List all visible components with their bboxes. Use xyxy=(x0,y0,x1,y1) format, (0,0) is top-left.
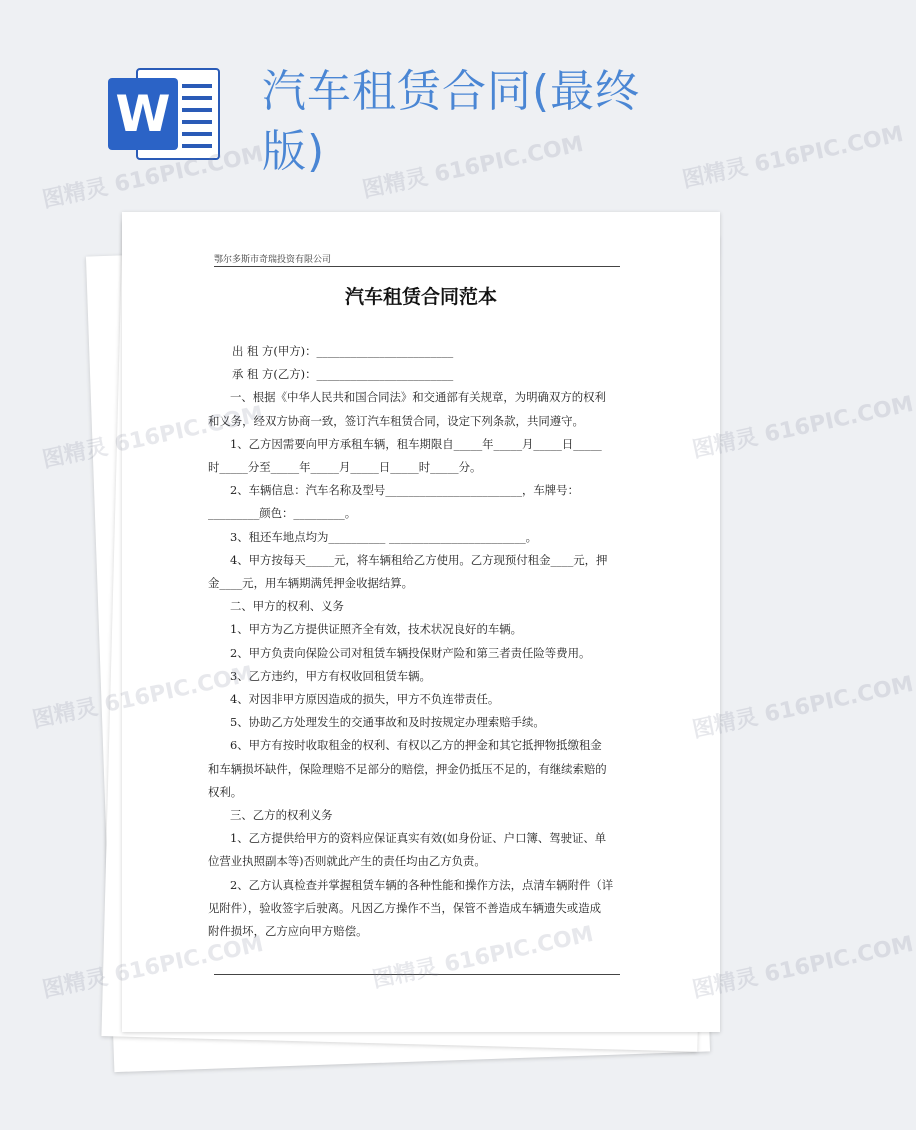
body-line: _________颜色：_________。 xyxy=(208,506,357,521)
body-line: 金____元，用车辆期满凭押金收据结算。 xyxy=(208,576,414,591)
document-body xyxy=(208,340,628,943)
body-line: 5、协助乙方处理发生的交通事故和及时按规定办理索赔手续。 xyxy=(230,715,545,730)
body-line: 1、乙方提供给甲方的资料应保证真实有效(如身份证、户口簿、驾驶证、单 xyxy=(230,831,607,846)
document-page xyxy=(122,212,720,1032)
watermark: 图精灵 xyxy=(40,964,111,1004)
body-line: 和车辆损坏缺件，保险理赔不足部分的赔偿，押金仍抵压不足的，有继续索赔的 xyxy=(208,761,607,776)
body-line: 和义务，经双方协商一致，签订汽车租赁合同，设定下列条款，共同遵守。 xyxy=(208,413,584,428)
watermark: 图精灵 616PIC.COM xyxy=(690,931,916,1004)
body-line: 4、甲方按每天_____元，将车辆租给乙方使用。乙方现预付租金____元，押 xyxy=(230,552,608,567)
body-line: 2、乙方认真检查并掌握租赁车辆的各种性能和操作方法，点清车辆附件（详 xyxy=(230,877,614,892)
body-line: 3、租还车地点均为__________ ________________________。 xyxy=(230,529,538,544)
watermark: 图精灵 616PIC.COM xyxy=(40,141,266,214)
body-line: 位营业执照副本等)否则就此产生的责任均由乙方负责。 xyxy=(208,854,486,869)
body-line: 2、车辆信息：汽车名称及型号________________________，车牌号： xyxy=(230,483,579,498)
body-line: 承 租 方(乙方)：________________________ xyxy=(232,367,454,382)
banner-title: 汽车租赁合同(最终版) xyxy=(262,66,641,177)
body-line: 二、甲方的权利、义务 xyxy=(230,599,344,614)
body-line: 权利。 xyxy=(208,784,243,799)
body-line: 见附件），验收签字后驶离。凡因乙方操作不当，保管不善造成车辆遗失或造成 xyxy=(208,900,601,915)
watermark: 图精灵 616PIC.COM xyxy=(680,121,906,194)
watermark: 图精灵 616PIC.COM xyxy=(690,671,916,744)
body-line: 1、乙方因需要向甲方承租车辆，租车期限自_____年_____月_____日_____ xyxy=(230,436,602,451)
body-line: 一、根据《中华人民共和国合同法》和交通部有关规章，为明确双方的权利 xyxy=(230,390,606,405)
body-line: 4、对因非甲方原因造成的损失，甲方不负连带责任。 xyxy=(230,692,500,707)
footer-rule xyxy=(214,974,620,975)
body-line: 1、甲方为乙方提供证照齐全有效，技术状况良好的车辆。 xyxy=(230,622,523,637)
watermark: 图精灵 xyxy=(40,434,111,474)
watermark: 图精灵 xyxy=(30,694,101,734)
document-title: 汽车租赁合同范本 xyxy=(344,286,497,308)
watermark: 图精灵 616PIC.COM xyxy=(360,131,586,204)
body-line: 出 租 方(甲方)：________________________ xyxy=(232,344,454,358)
body-line: 三、乙方的权利义务 xyxy=(230,808,333,823)
body-line: 附件损坏，乙方应向甲方赔偿。 xyxy=(208,924,368,939)
body-line: 3、乙方违约，甲方有权收回租赁车辆。 xyxy=(230,668,431,683)
body-line: 6、甲方有按时收取租金的权利、有权以乙方的押金和其它抵押物抵缴租金 xyxy=(230,738,602,753)
header-company: 鄂尔多斯市奇瑞投资有限公司 xyxy=(214,255,332,265)
header-rule xyxy=(214,266,620,267)
body-line: 时_____分至_____年_____月_____日_____时_____分。 xyxy=(208,460,482,475)
watermark: 图精灵 616PIC.COM xyxy=(690,391,916,464)
word-letter-badge: W xyxy=(108,78,178,150)
word-app-icon xyxy=(108,68,220,160)
body-line: 2、甲方负责向保险公司对租赁车辆投保财产险和第三者责任险等费用。 xyxy=(230,645,591,660)
